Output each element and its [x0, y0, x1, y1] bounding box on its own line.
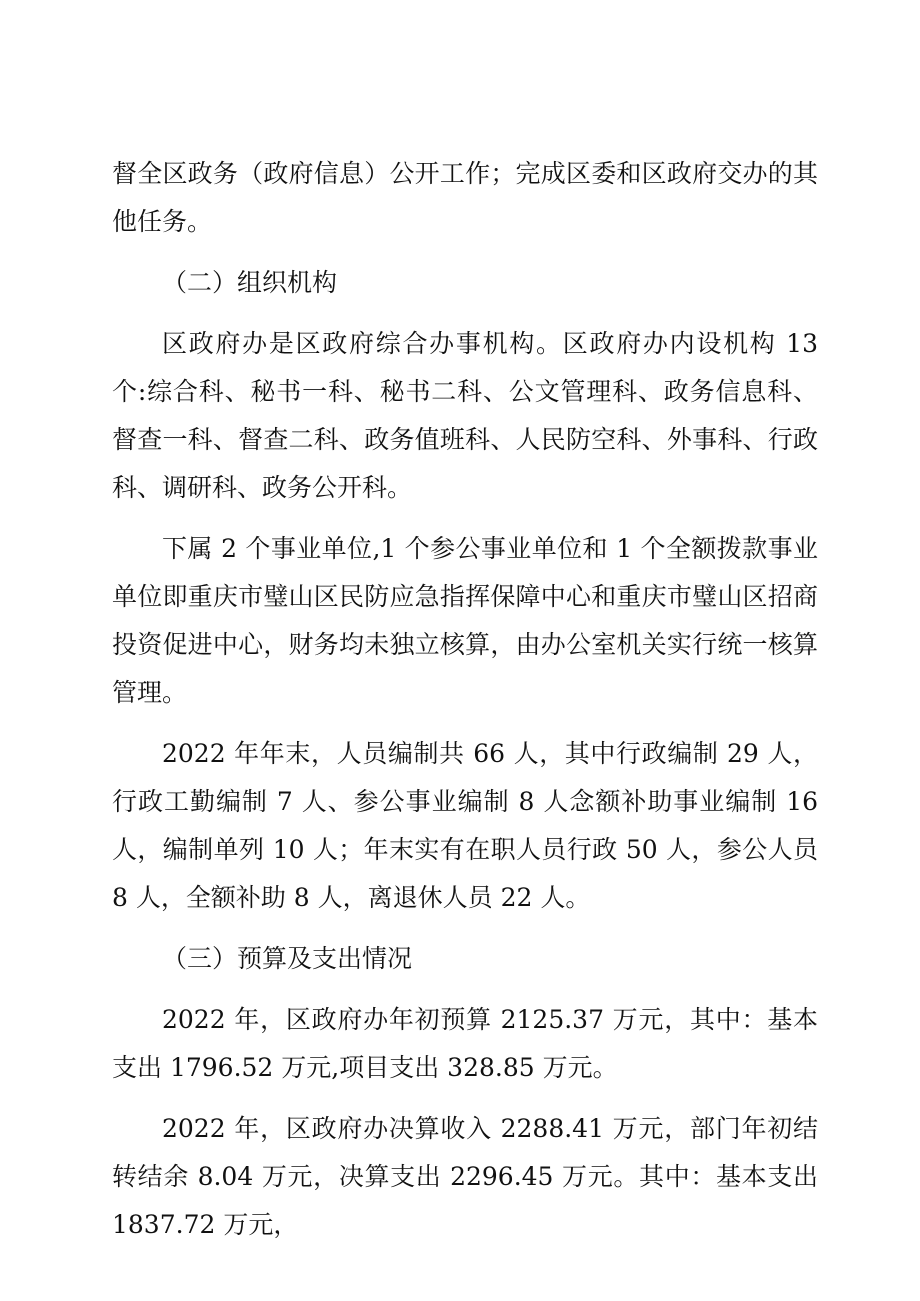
- section-heading-budget: （三）预算及支出情况: [162, 944, 413, 973]
- paragraph-staffing: 2022 年年末，人员编制共 66 人，其中行政编制 29 人，行政工勤编制 7 人、参公事业编制 8 人念额补助事业编制 16 人，编制单列 10 人；年末实有在职人员行政 50 人，参公人员 8 人，全额补助 8 人，离退休人员 22 人。: [112, 739, 818, 912]
- paragraph-duties-continued: 督全区政务（政府信息）公开工作；完成区委和区政府交办的其他任务。: [112, 159, 818, 236]
- paragraph-initial-budget: 2022 年，区政府办年初预算 2125.37 万元，其中：基本支出 1796.52 万元,项目支出 328.85 万元。: [112, 1005, 818, 1082]
- paragraph-internal-structure: 区政府办是区政府综合办事机构。区政府办内设机构 13 个:综合科、秘书一科、秘书二科、公文管理科、政务信息科、督查一科、督查二科、政务值班科、人民防空科、外事科、行政科、调研科、政务公开科。: [112, 329, 818, 502]
- paragraph-subordinate-units: 下属 2 个事业单位,1 个参公事业单位和 1 个全额拨款事业单位即重庆市璧山区民防应急指挥保障中心和重庆市璧山区招商投资促进中心，财务均未独立核算，由办公室机关实行统一核算管理。: [112, 534, 818, 707]
- document-page: [112, 150, 818, 1249]
- section-heading-organization: （二）组织机构: [162, 268, 338, 297]
- paragraph-final-accounts: 2022 年，区政府办决算收入 2288.41 万元，部门年初结转结余 8.04 万元，决算支出 2296.45 万元。其中：基本支出 1837.72 万元，: [112, 1114, 818, 1239]
